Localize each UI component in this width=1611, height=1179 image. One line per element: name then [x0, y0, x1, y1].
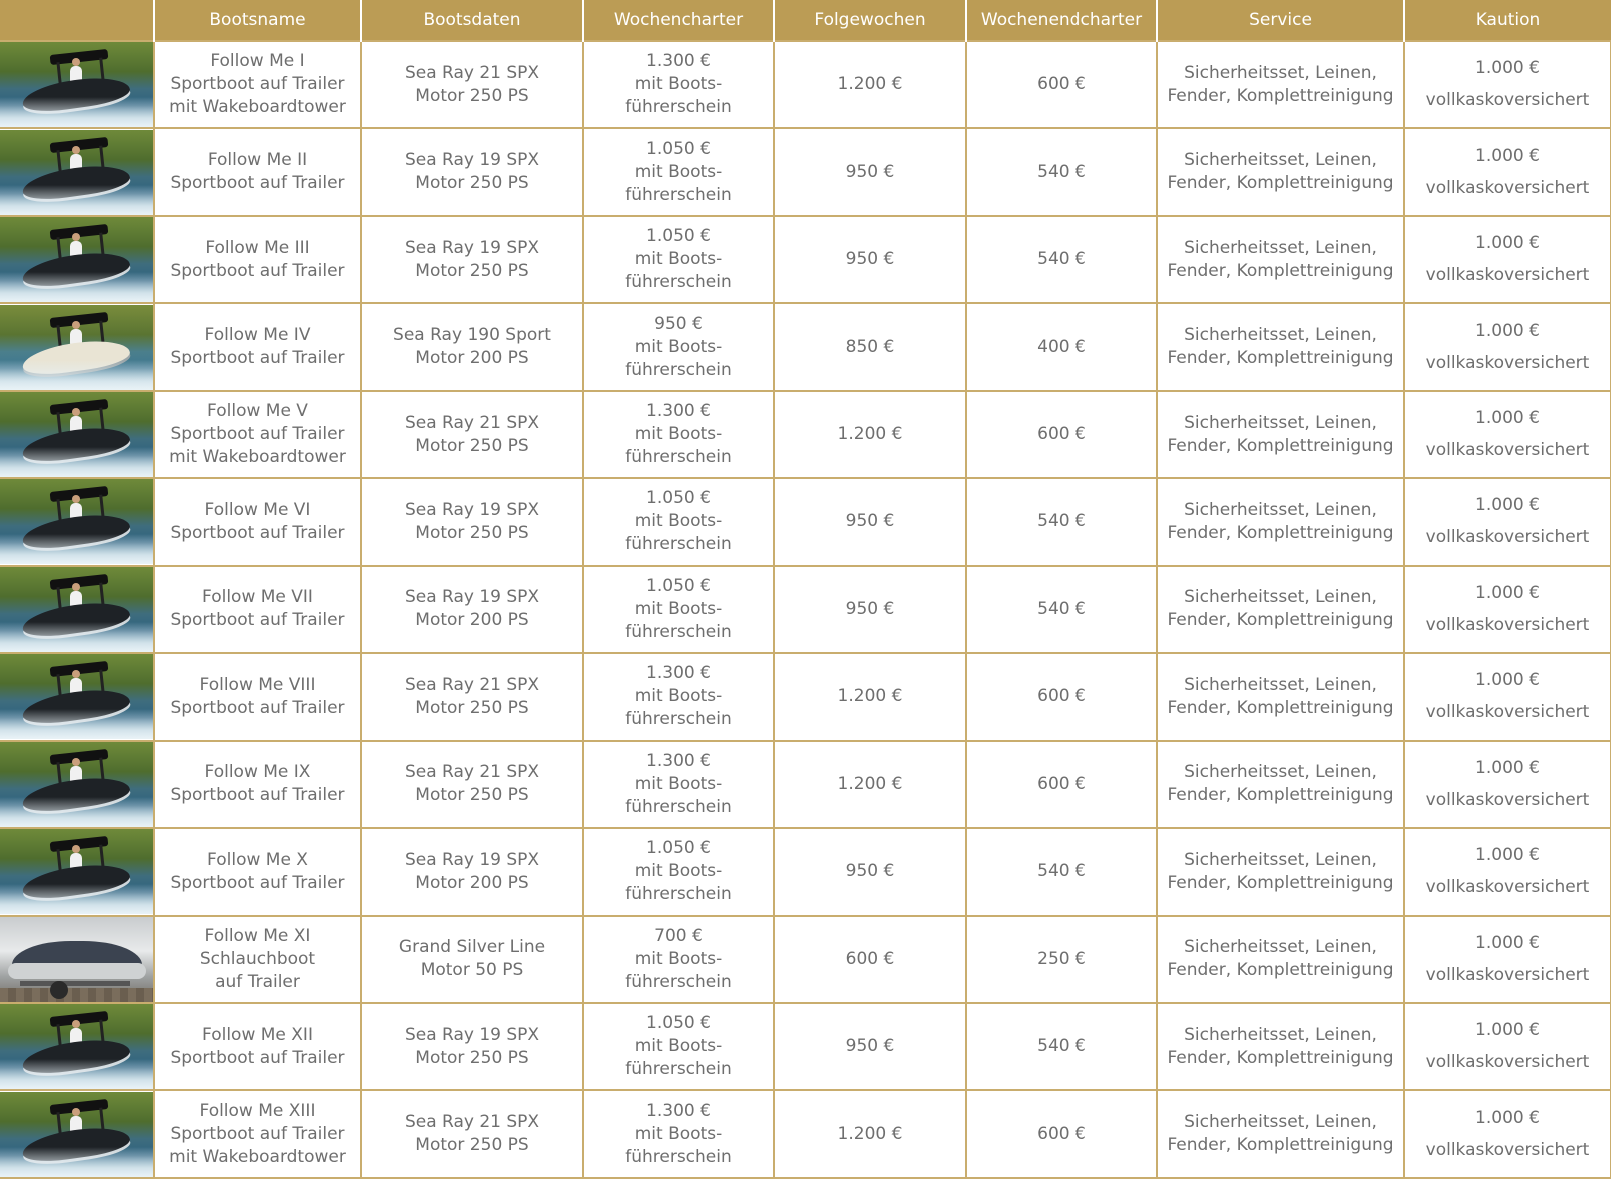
deposit-cell: [1404, 216, 1611, 303]
deposit-cell-line: vollkaskoversichert: [1425, 614, 1590, 635]
boat-name-cell: [154, 653, 361, 740]
boat-name-cell: [154, 741, 361, 828]
boat-data-cell: [361, 1003, 583, 1090]
boat-data-cell-line: Motor 200 PS: [415, 610, 529, 631]
service-cell-line: Sicherheitsset, Leinen,: [1184, 762, 1377, 783]
deposit-cell: [1404, 478, 1611, 565]
boat-name-cell-line: Sportboot auf Trailer: [170, 424, 345, 445]
boat-name-cell-line: Sportboot auf Trailer: [170, 610, 345, 631]
boat-image-cell: [0, 828, 154, 915]
table-row: [0, 391, 1611, 478]
boat-data-cell: [361, 916, 583, 1003]
service-cell-line: Fender, Komplettreinigung: [1167, 85, 1394, 106]
header-row: [0, 0, 1611, 41]
boat-data-cell-line: Motor 250 PS: [415, 785, 529, 806]
weekly-charter-cell-line: 1.300 €: [646, 1100, 711, 1121]
header-folgewochen: Folgewochen: [774, 0, 966, 41]
service-cell-line: Fender, Komplettreinigung: [1167, 1047, 1394, 1068]
deposit-cell: [1404, 828, 1611, 915]
weekend-charter-cell: 540 €: [966, 216, 1157, 303]
deposit-cell-line: 1.000 €: [1475, 1020, 1540, 1041]
boat-image-cell: [0, 391, 154, 478]
weekly-charter-cell: [583, 653, 774, 740]
table-row: [0, 566, 1611, 653]
weekend-charter-cell: 540 €: [966, 566, 1157, 653]
boat-name-cell: [154, 566, 361, 653]
boat-name-cell-line: Schlauchboot: [199, 948, 316, 969]
table-body: [0, 41, 1611, 1178]
weekly-charter-cell-line: führerschein: [625, 971, 732, 992]
boat-name-cell-line: mit Wakeboardtower: [169, 97, 346, 118]
boat-name-cell-line: Sportboot auf Trailer: [170, 260, 345, 281]
following-weeks-cell: 950 €: [774, 566, 966, 653]
deposit-cell-line: vollkaskoversichert: [1425, 90, 1590, 111]
following-weeks-cell: 950 €: [774, 128, 966, 215]
weekend-charter-cell: 600 €: [966, 41, 1157, 128]
weekly-charter-cell-line: führerschein: [625, 709, 732, 730]
speedboat-photo-icon: [0, 479, 154, 564]
deposit-cell-line: vollkaskoversichert: [1425, 177, 1590, 198]
deposit-cell-line: 1.000 €: [1475, 845, 1540, 866]
weekly-charter-cell-line: mit Boots-: [634, 861, 723, 882]
weekend-charter-cell: 540 €: [966, 1003, 1157, 1090]
table-row: [0, 741, 1611, 828]
boat-name-cell: [154, 1003, 361, 1090]
deposit-cell: [1404, 653, 1611, 740]
table-row: [0, 303, 1611, 390]
service-cell: [1157, 41, 1404, 128]
boat-image-cell: [0, 566, 154, 653]
boat-data-cell: [361, 653, 583, 740]
service-cell-line: Sicherheitsset, Leinen,: [1184, 412, 1377, 433]
weekly-charter-cell-line: 1.300 €: [646, 750, 711, 771]
deposit-cell: [1404, 1090, 1611, 1178]
boat-data-cell: [361, 303, 583, 390]
deposit-cell-line: vollkaskoversichert: [1425, 964, 1590, 985]
weekly-charter-cell-line: mit Boots-: [634, 1036, 723, 1057]
speedboat-photo-icon: [0, 42, 154, 127]
boat-name-cell-line: mit Wakeboardtower: [169, 1146, 346, 1167]
weekly-charter-cell-line: führerschein: [625, 272, 732, 293]
speedboat-photo-icon: [0, 829, 154, 914]
deposit-cell-line: vollkaskoversichert: [1425, 877, 1590, 898]
deposit-cell-line: 1.000 €: [1475, 1107, 1540, 1128]
boat-name-cell: [154, 916, 361, 1003]
weekend-charter-cell: 400 €: [966, 303, 1157, 390]
service-cell-line: Sicherheitsset, Leinen,: [1184, 150, 1377, 171]
weekly-charter-cell-line: 700 €: [654, 925, 703, 946]
boat-name-cell: [154, 1090, 361, 1178]
weekly-charter-cell-line: 1.050 €: [646, 1013, 711, 1034]
speedboat-photo-icon: [0, 392, 154, 477]
service-cell-line: Fender, Komplettreinigung: [1167, 960, 1394, 981]
following-weeks-cell: 850 €: [774, 303, 966, 390]
header-service: Service: [1157, 0, 1404, 41]
table-header: [0, 0, 1611, 41]
speedboat-photo-icon: [0, 130, 154, 215]
boat-name-cell: [154, 828, 361, 915]
table-row: [0, 653, 1611, 740]
boat-data-cell-line: Sea Ray 19 SPX: [404, 587, 540, 608]
boat-name-cell-line: Follow Me XII: [202, 1024, 313, 1045]
boat-name-cell: [154, 41, 361, 128]
service-cell: [1157, 566, 1404, 653]
boat-name-cell-line: Follow Me II: [207, 150, 308, 171]
weekly-charter-cell: [583, 566, 774, 653]
weekly-charter-cell-line: führerschein: [625, 621, 732, 642]
boat-name-cell: [154, 478, 361, 565]
deposit-cell-line: 1.000 €: [1475, 408, 1540, 429]
weekend-charter-cell: 600 €: [966, 653, 1157, 740]
boat-name-cell-line: Follow Me I: [210, 51, 305, 72]
boat-data-cell-line: Motor 200 PS: [415, 872, 529, 893]
deposit-cell-line: 1.000 €: [1475, 757, 1540, 778]
weekly-charter-cell: [583, 128, 774, 215]
service-cell-line: Sicherheitsset, Leinen,: [1184, 849, 1377, 870]
table-row: [0, 828, 1611, 915]
deposit-cell: [1404, 916, 1611, 1003]
service-cell-line: Sicherheitsset, Leinen,: [1184, 1024, 1377, 1045]
weekly-charter-cell-line: 1.050 €: [646, 226, 711, 247]
boat-name-cell-line: Follow Me VI: [204, 499, 311, 520]
deposit-cell-line: vollkaskoversichert: [1425, 702, 1590, 723]
weekly-charter-cell-line: führerschein: [625, 884, 732, 905]
boat-data-cell-line: Motor 250 PS: [415, 1135, 529, 1156]
weekly-charter-cell-line: führerschein: [625, 1059, 732, 1080]
boat-data-cell-line: Sea Ray 19 SPX: [404, 150, 540, 171]
boat-data-cell-line: Sea Ray 21 SPX: [404, 1112, 540, 1133]
boat-name-cell-line: Sportboot auf Trailer: [170, 1047, 345, 1068]
boat-data-cell: [361, 391, 583, 478]
weekly-charter-cell: [583, 828, 774, 915]
table-row: [0, 216, 1611, 303]
deposit-cell-line: 1.000 €: [1475, 582, 1540, 603]
speedboat-photo-icon: [0, 1004, 154, 1089]
boat-name-cell-line: Follow Me III: [205, 237, 310, 258]
service-cell: [1157, 216, 1404, 303]
boat-data-cell: [361, 741, 583, 828]
boat-name-cell-line: Sportboot auf Trailer: [170, 1123, 345, 1144]
boat-data-cell-line: Motor 200 PS: [415, 348, 529, 369]
boat-image-cell: [0, 741, 154, 828]
deposit-cell: [1404, 391, 1611, 478]
weekly-charter-cell-line: 1.050 €: [646, 575, 711, 596]
weekly-charter-cell: [583, 1003, 774, 1090]
boat-name-cell-line: Follow Me IV: [204, 325, 311, 346]
boat-name-cell-line: auf Trailer: [215, 971, 300, 992]
weekly-charter-cell-line: führerschein: [625, 97, 732, 118]
boat-name-cell-line: Sportboot auf Trailer: [170, 697, 345, 718]
boat-data-cell-line: Motor 250 PS: [415, 697, 529, 718]
deposit-cell-line: 1.000 €: [1475, 58, 1540, 79]
boat-data-cell: [361, 1090, 583, 1178]
boat-image-cell: [0, 916, 154, 1003]
boat-data-cell-line: Sea Ray 19 SPX: [404, 1024, 540, 1045]
service-cell: [1157, 1090, 1404, 1178]
boat-data-cell: [361, 216, 583, 303]
service-cell: [1157, 653, 1404, 740]
following-weeks-cell: 1.200 €: [774, 41, 966, 128]
weekly-charter-cell-line: führerschein: [625, 534, 732, 555]
service-cell-line: Sicherheitsset, Leinen,: [1184, 937, 1377, 958]
deposit-cell-line: 1.000 €: [1475, 145, 1540, 166]
speedboat-photo-icon: [0, 742, 154, 827]
weekly-charter-cell-line: 1.300 €: [646, 663, 711, 684]
service-cell: [1157, 128, 1404, 215]
weekly-charter-cell: [583, 41, 774, 128]
weekend-charter-cell: 250 €: [966, 916, 1157, 1003]
table-row: [0, 1003, 1611, 1090]
table-row: [0, 916, 1611, 1003]
service-cell-line: Sicherheitsset, Leinen,: [1184, 587, 1377, 608]
boat-name-cell-line: Sportboot auf Trailer: [170, 522, 345, 543]
deposit-cell-line: 1.000 €: [1475, 320, 1540, 341]
weekly-charter-cell-line: führerschein: [625, 184, 732, 205]
weekly-charter-cell-line: 1.050 €: [646, 488, 711, 509]
boat-name-cell-line: Follow Me VII: [202, 587, 313, 608]
weekend-charter-cell: 600 €: [966, 1090, 1157, 1178]
boat-data-cell: [361, 128, 583, 215]
weekly-charter-cell-line: führerschein: [625, 1146, 732, 1167]
service-cell-line: Sicherheitsset, Leinen,: [1184, 1112, 1377, 1133]
service-cell-line: Fender, Komplettreinigung: [1167, 260, 1394, 281]
deposit-cell: [1404, 128, 1611, 215]
weekly-charter-cell-line: 1.300 €: [646, 51, 711, 72]
boat-name-cell-line: Sportboot auf Trailer: [170, 173, 345, 194]
service-cell: [1157, 1003, 1404, 1090]
header-bootsname: Bootsname: [154, 0, 361, 41]
following-weeks-cell: 1.200 €: [774, 653, 966, 740]
boat-name-cell-line: Sportboot auf Trailer: [170, 872, 345, 893]
deposit-cell-line: 1.000 €: [1475, 670, 1540, 691]
service-cell-line: Fender, Komplettreinigung: [1167, 872, 1394, 893]
boat-image-cell: [0, 216, 154, 303]
header-kaution: Kaution: [1404, 0, 1611, 41]
weekly-charter-cell: [583, 391, 774, 478]
following-weeks-cell: 1.200 €: [774, 391, 966, 478]
weekly-charter-cell-line: 1.300 €: [646, 401, 711, 422]
service-cell-line: Fender, Komplettreinigung: [1167, 522, 1394, 543]
boat-data-cell-line: Sea Ray 190 Sport: [393, 325, 551, 346]
boat-image-cell: [0, 41, 154, 128]
weekend-charter-cell: 600 €: [966, 741, 1157, 828]
deposit-cell: [1404, 303, 1611, 390]
boat-image-cell: [0, 478, 154, 565]
service-cell-line: Fender, Komplettreinigung: [1167, 1135, 1394, 1156]
weekly-charter-cell-line: mit Boots-: [634, 424, 723, 445]
following-weeks-cell: 950 €: [774, 216, 966, 303]
table-row: [0, 478, 1611, 565]
weekend-charter-cell: 540 €: [966, 828, 1157, 915]
weekly-charter-cell-line: mit Boots-: [634, 249, 723, 270]
weekly-charter-cell-line: mit Boots-: [634, 336, 723, 357]
weekly-charter-cell: [583, 303, 774, 390]
boat-data-cell-line: Motor 250 PS: [415, 260, 529, 281]
weekend-charter-cell: 540 €: [966, 128, 1157, 215]
boat-data-cell: [361, 566, 583, 653]
weekend-charter-cell: 600 €: [966, 391, 1157, 478]
following-weeks-cell: 600 €: [774, 916, 966, 1003]
covered-dinghy-photo-icon: [0, 917, 154, 1002]
weekly-charter-cell-line: mit Boots-: [634, 511, 723, 532]
deposit-cell-line: vollkaskoversichert: [1425, 1139, 1590, 1160]
boat-name-cell-line: Follow Me XI: [204, 925, 311, 946]
weekly-charter-cell-line: 950 €: [654, 313, 703, 334]
boat-data-cell-line: Motor 250 PS: [415, 1047, 529, 1068]
deposit-cell: [1404, 741, 1611, 828]
boat-data-cell: [361, 41, 583, 128]
speedboat-photo-icon: [0, 1092, 154, 1177]
weekly-charter-cell-line: mit Boots-: [634, 773, 723, 794]
boat-data-cell-line: Motor 250 PS: [415, 173, 529, 194]
weekly-charter-cell-line: führerschein: [625, 359, 732, 380]
boat-name-cell-line: Sportboot auf Trailer: [170, 785, 345, 806]
header-wochencharter: Wochencharter: [583, 0, 774, 41]
boat-image-cell: [0, 1003, 154, 1090]
service-cell: [1157, 828, 1404, 915]
weekly-charter-cell: [583, 741, 774, 828]
boat-name-cell: [154, 303, 361, 390]
following-weeks-cell: 950 €: [774, 1003, 966, 1090]
following-weeks-cell: 950 €: [774, 828, 966, 915]
weekly-charter-cell-line: 1.050 €: [646, 838, 711, 859]
service-cell-line: Sicherheitsset, Leinen,: [1184, 674, 1377, 695]
weekly-charter-cell-line: mit Boots-: [634, 161, 723, 182]
boat-name-cell-line: mit Wakeboardtower: [169, 447, 346, 468]
deposit-cell-line: vollkaskoversichert: [1425, 265, 1590, 286]
boat-data-cell-line: Sea Ray 19 SPX: [404, 849, 540, 870]
header-bootsdaten: Bootsdaten: [361, 0, 583, 41]
table-row: [0, 1090, 1611, 1178]
table-row: [0, 41, 1611, 128]
speedboat-photo-icon: [0, 567, 154, 652]
boat-data-cell-line: Motor 250 PS: [415, 435, 529, 456]
boat-name-cell: [154, 391, 361, 478]
boat-name-cell: [154, 128, 361, 215]
weekly-charter-cell: [583, 1090, 774, 1178]
boat-data-cell-line: Motor 250 PS: [415, 522, 529, 543]
weekly-charter-cell-line: führerschein: [625, 796, 732, 817]
service-cell-line: Fender, Komplettreinigung: [1167, 610, 1394, 631]
boat-data-cell-line: Sea Ray 19 SPX: [404, 237, 540, 258]
deposit-cell-line: 1.000 €: [1475, 233, 1540, 254]
service-cell: [1157, 391, 1404, 478]
deposit-cell-line: 1.000 €: [1475, 495, 1540, 516]
boat-name-cell-line: Follow Me XIII: [199, 1100, 316, 1121]
weekly-charter-cell-line: mit Boots-: [634, 74, 723, 95]
weekly-charter-cell-line: mit Boots-: [634, 598, 723, 619]
service-cell-line: Fender, Komplettreinigung: [1167, 348, 1394, 369]
following-weeks-cell: 1.200 €: [774, 741, 966, 828]
service-cell-line: Sicherheitsset, Leinen,: [1184, 325, 1377, 346]
boat-image-cell: [0, 303, 154, 390]
boat-data-cell-line: Sea Ray 19 SPX: [404, 499, 540, 520]
boat-name-cell-line: Follow Me IX: [204, 762, 311, 783]
boat-name-cell-line: Follow Me VIII: [199, 674, 316, 695]
weekly-charter-cell: [583, 916, 774, 1003]
boat-name-cell: [154, 216, 361, 303]
service-cell-line: Fender, Komplettreinigung: [1167, 435, 1394, 456]
boat-data-cell-line: Sea Ray 21 SPX: [404, 674, 540, 695]
service-cell: [1157, 916, 1404, 1003]
deposit-cell-line: vollkaskoversichert: [1425, 1052, 1590, 1073]
speedboat-photo-icon: [0, 654, 154, 739]
deposit-cell: [1404, 1003, 1611, 1090]
boat-image-cell: [0, 653, 154, 740]
boat-name-cell-line: Follow Me X: [207, 849, 308, 870]
weekly-charter-cell-line: mit Boots-: [634, 686, 723, 707]
following-weeks-cell: 950 €: [774, 478, 966, 565]
weekly-charter-cell-line: 1.050 €: [646, 138, 711, 159]
service-cell-line: Sicherheitsset, Leinen,: [1184, 499, 1377, 520]
deposit-cell: [1404, 41, 1611, 128]
following-weeks-cell: 1.200 €: [774, 1090, 966, 1178]
service-cell-line: Sicherheitsset, Leinen,: [1184, 62, 1377, 83]
service-cell: [1157, 478, 1404, 565]
weekend-charter-cell: 540 €: [966, 478, 1157, 565]
boat-name-cell-line: Sportboot auf Trailer: [170, 348, 345, 369]
boat-data-cell-line: Sea Ray 21 SPX: [404, 762, 540, 783]
deposit-cell-line: vollkaskoversichert: [1425, 789, 1590, 810]
weekly-charter-cell-line: führerschein: [625, 447, 732, 468]
weekly-charter-cell: [583, 478, 774, 565]
deposit-cell-line: vollkaskoversichert: [1425, 527, 1590, 548]
service-cell-line: Fender, Komplettreinigung: [1167, 173, 1394, 194]
boat-data-cell-line: Motor 250 PS: [415, 85, 529, 106]
boat-image-cell: [0, 1090, 154, 1178]
speedboat-light-photo-icon: [0, 305, 154, 390]
boat-data-cell-line: Sea Ray 21 SPX: [404, 412, 540, 433]
boat-data-cell-line: Grand Silver Line: [398, 937, 546, 958]
service-cell-line: Sicherheitsset, Leinen,: [1184, 237, 1377, 258]
deposit-cell: [1404, 566, 1611, 653]
boat-data-cell-line: Sea Ray 21 SPX: [404, 62, 540, 83]
boat-data-cell: [361, 828, 583, 915]
service-cell: [1157, 741, 1404, 828]
header-wochenendcharter: Wochenendcharter: [966, 0, 1157, 41]
boat-name-cell-line: Sportboot auf Trailer: [170, 74, 345, 95]
boat-image-cell: [0, 128, 154, 215]
header-image: [0, 0, 154, 41]
speedboat-photo-icon: [0, 217, 154, 302]
deposit-cell-line: vollkaskoversichert: [1425, 440, 1590, 461]
weekly-charter-cell: [583, 216, 774, 303]
service-cell: [1157, 303, 1404, 390]
service-cell-line: Fender, Komplettreinigung: [1167, 785, 1394, 806]
service-cell-line: Fender, Komplettreinigung: [1167, 697, 1394, 718]
boat-name-cell-line: Follow Me V: [207, 401, 308, 422]
deposit-cell-line: vollkaskoversichert: [1425, 352, 1590, 373]
weekly-charter-cell-line: mit Boots-: [634, 1123, 723, 1144]
weekly-charter-cell-line: mit Boots-: [634, 948, 723, 969]
deposit-cell-line: 1.000 €: [1475, 932, 1540, 953]
boat-data-cell-line: Motor 50 PS: [420, 960, 524, 981]
boat-data-cell: [361, 478, 583, 565]
table-row: [0, 128, 1611, 215]
